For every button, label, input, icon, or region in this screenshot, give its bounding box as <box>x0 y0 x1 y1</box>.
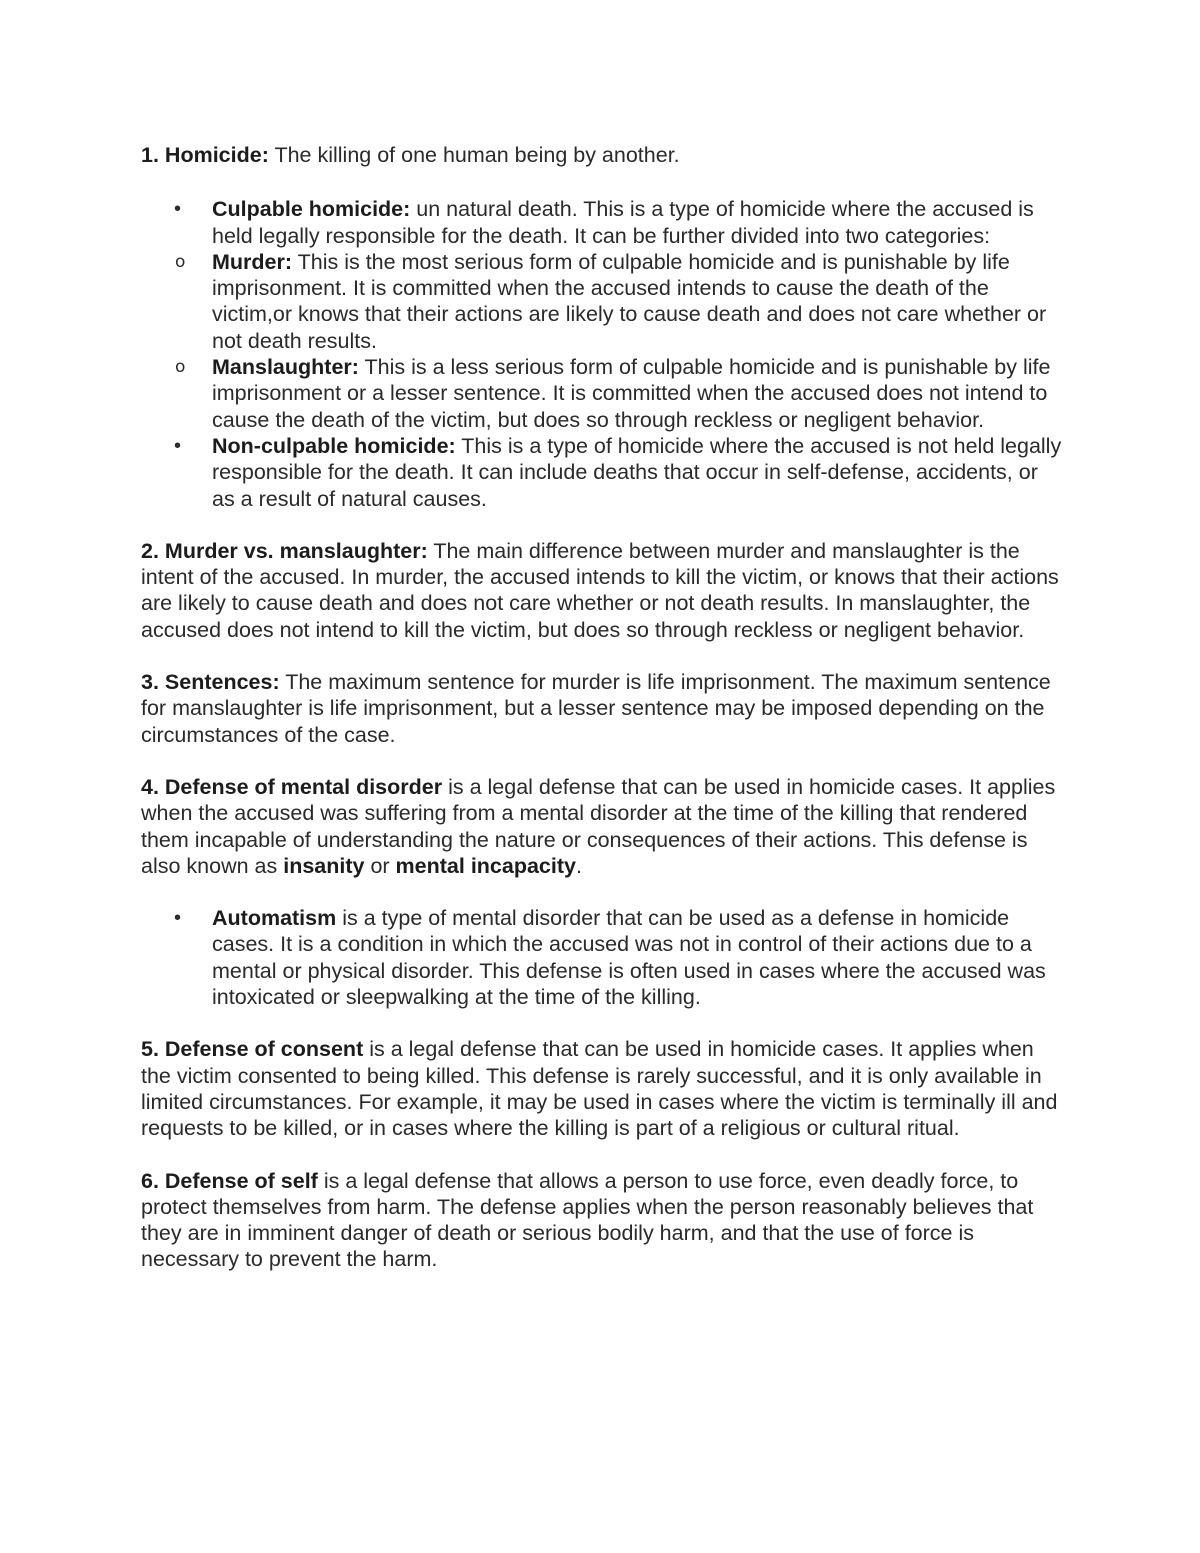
list-item-manslaughter <box>141 354 1066 433</box>
section-self-defense <box>141 1168 1066 1273</box>
term-manslaughter: Manslaughter: <box>212 355 359 380</box>
definition-automatism: is a type of mental disorder that can be used as a defense in homicide cases. It is a condition in which the accused was not in control of their actions due to a mental or physical disorder. This defense is often used in cases where the accused was intoxicated or sleepwalking at the time of the killing. <box>212 906 1046 1010</box>
bullet-icon: • <box>174 198 182 221</box>
heading-consent: 5. Defense of consent <box>141 1037 364 1062</box>
list-item-non-culpable-homicide <box>141 433 1066 512</box>
body-mental-disorder: is a legal defense that can be used in homicide cases. It applies when the accused was suffering from a mental disorder at the time of the killing that rendered them incapable of understanding the nature or consequences of their actions. This defense is also known as <box>141 774 1056 878</box>
definition-culpable-homicide: un natural death. This is a type of homicide where the accused is held legally responsible for the death. It can be further divided into two categories: <box>212 197 1034 248</box>
term-culpable-homicide: Culpable homicide: <box>212 197 411 222</box>
body-murder-vs-manslaughter: The main difference between murder and manslaughter is the intent of the accused. In murder, the accused intends to kill the victim, or knows that their actions are likely to cause death and does not care whether or not death results. In manslaughter, the accused does not intend to kill the victim, but does so through reckless or negligent behavior. <box>141 538 1059 642</box>
definition-murder: This is the most serious form of culpable homicide and is punishable by life imprisonment. It is committed when the accused intends to cause the death of the victim,or knows that their actions are likely to cause death and does not care whether or not death results. <box>212 249 1047 353</box>
document-page <box>141 142 1066 1299</box>
conjunction-or: or <box>364 853 396 878</box>
circle-bullet-icon: o <box>175 357 186 378</box>
culpable-categories-list <box>141 249 1066 433</box>
homicide-types-list <box>141 196 1066 512</box>
list-item-automatism <box>141 905 1066 1010</box>
section-sentences <box>141 669 1066 748</box>
section-number: 1. <box>141 143 159 167</box>
list-item-murder <box>141 249 1066 354</box>
term-insanity: insanity <box>283 853 365 878</box>
circle-bullet-icon: o <box>175 251 186 272</box>
body-consent: is a legal defense that can be used in homicide cases. It applies when the victim consented to being killed. This defense is rarely successful, and it is only available in limited circumstances. For example, it may be used in cases where the victim is terminally ill and requests to be killed, or in cases where the killing is part of a religious or cultural ritual. <box>141 1037 1058 1141</box>
term-murder: Murder: <box>212 249 293 274</box>
section-mental-disorder <box>141 774 1066 879</box>
section-homicide <box>141 142 1066 168</box>
period: . <box>575 853 582 878</box>
definition-homicide: The killing of one human being by another. <box>268 143 680 167</box>
heading-self-defense: 6. Defense of self <box>141 1168 318 1193</box>
heading-murder-vs-manslaughter: 2. Murder vs. manslaughter: <box>141 538 428 563</box>
definition-manslaughter: This is a less serious form of culpable homicide and is punishable by life imprisonment or a lesser sentence. It is committed when the accused does not intend to cause the death of the victim, but does so through reckless or negligent behavior. <box>212 355 1051 432</box>
term-homicide: Homicide: <box>164 143 269 167</box>
mental-disorder-list <box>141 905 1066 1010</box>
bullet-icon: • <box>174 434 182 457</box>
body-self-defense: is a legal defense that allows a person to use force, even deadly force, to protect themselves from harm. The defense applies when the person reasonably believes that they are in imminent danger of death or serious bodily harm, and that the use of force is necessary to prevent the harm. <box>141 1168 1034 1272</box>
body-sentences: The maximum sentence for murder is life imprisonment. The maximum sentence for manslaughter is life imprisonment, but a lesser sentence may be imposed depending on the circumstances of the case. <box>141 670 1051 747</box>
heading-sentences: 3. Sentences: <box>141 670 280 695</box>
definition-non-culpable-homicide: This is a type of homicide where the accused is not held legally responsible for the death. It can include deaths that occur in self-defense, accidents, or as a result of natural causes. <box>212 433 1062 511</box>
list-item-culpable-homicide <box>141 196 1066 433</box>
section-murder-vs-manslaughter <box>141 538 1066 643</box>
term-mental-incapacity: mental incapacity <box>395 853 576 878</box>
term-automatism: Automatism <box>212 906 337 931</box>
bullet-icon: • <box>174 907 182 930</box>
heading-mental-disorder: 4. Defense of mental disorder <box>141 774 443 799</box>
section-consent <box>141 1036 1066 1141</box>
term-non-culpable-homicide: Non-culpable homicide: <box>212 433 456 458</box>
